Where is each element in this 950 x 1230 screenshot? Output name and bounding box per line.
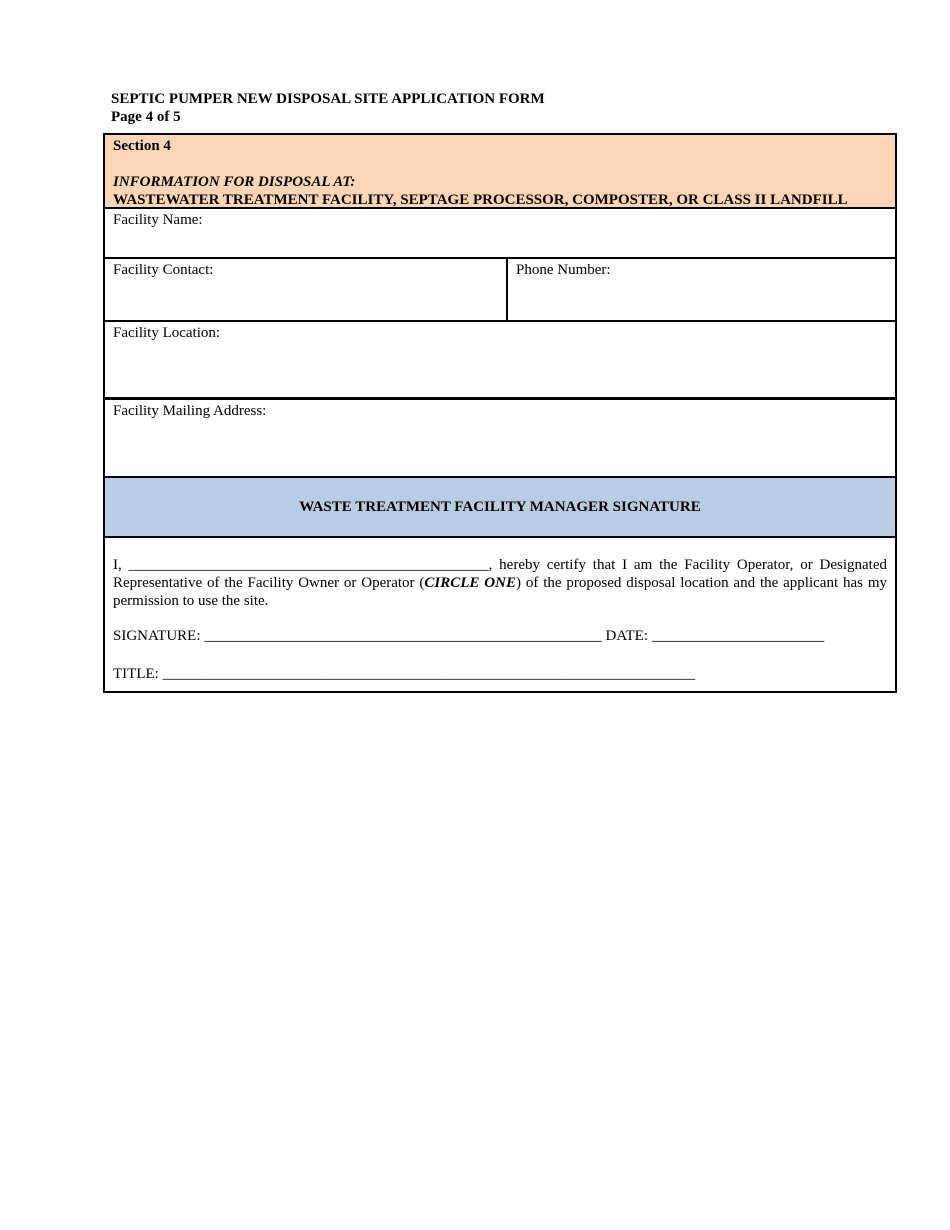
facility-contact-field[interactable] — [105, 259, 508, 320]
certification-block — [105, 538, 895, 691]
section-header — [105, 135, 895, 209]
signature-date-line[interactable]: SIGNATURE: _____________________________________________________ DATE: _______________________ — [113, 628, 825, 644]
cert-text-part2: ) of the proposed disposal location and the applicant has my permission to use the site. — [113, 575, 887, 609]
certification-statement — [113, 556, 887, 610]
facility-contact-label: Facility Contact: — [113, 262, 214, 278]
facility-location-field[interactable] — [105, 322, 895, 400]
phone-number-field[interactable] — [508, 259, 895, 320]
document-header — [111, 90, 545, 126]
facility-mailing-address-label: Facility Mailing Address: — [113, 403, 267, 419]
section-label: Section 4 — [113, 138, 171, 154]
facility-location-label: Facility Location: — [113, 325, 221, 341]
signature-heading: WASTE TREATMENT FACILITY MANAGER SIGNATURE — [299, 498, 701, 515]
title-line[interactable]: TITLE: _______________________________________________________________________ — [113, 666, 696, 682]
form-title: SEPTIC PUMPER NEW DISPOSAL SITE APPLICATION FORM — [111, 91, 545, 107]
section-4-form — [103, 133, 897, 693]
contact-row — [105, 259, 895, 322]
signature-section-header — [105, 478, 895, 538]
facility-name-label: Facility Name: — [113, 212, 203, 228]
phone-number-label: Phone Number: — [516, 262, 611, 278]
facility-types: WASTEWATER TREATMENT FACILITY, SEPTAGE PROCESSOR, COMPOSTER, OR CLASS II LANDFILL — [113, 192, 848, 208]
cert-text-part1: I, ________________________________________________, hereby certify that I am the Facility Operator, or Designated Representative of the Facility Owner or Operator ( — [113, 557, 887, 591]
page-indicator: Page 4 of 5 — [111, 109, 181, 125]
facility-name-field[interactable] — [105, 209, 895, 259]
circle-one-emphasis: CIRCLE ONE — [424, 575, 516, 591]
info-heading: INFORMATION FOR DISPOSAL AT: — [113, 174, 356, 190]
facility-mailing-address-field[interactable] — [105, 400, 895, 478]
